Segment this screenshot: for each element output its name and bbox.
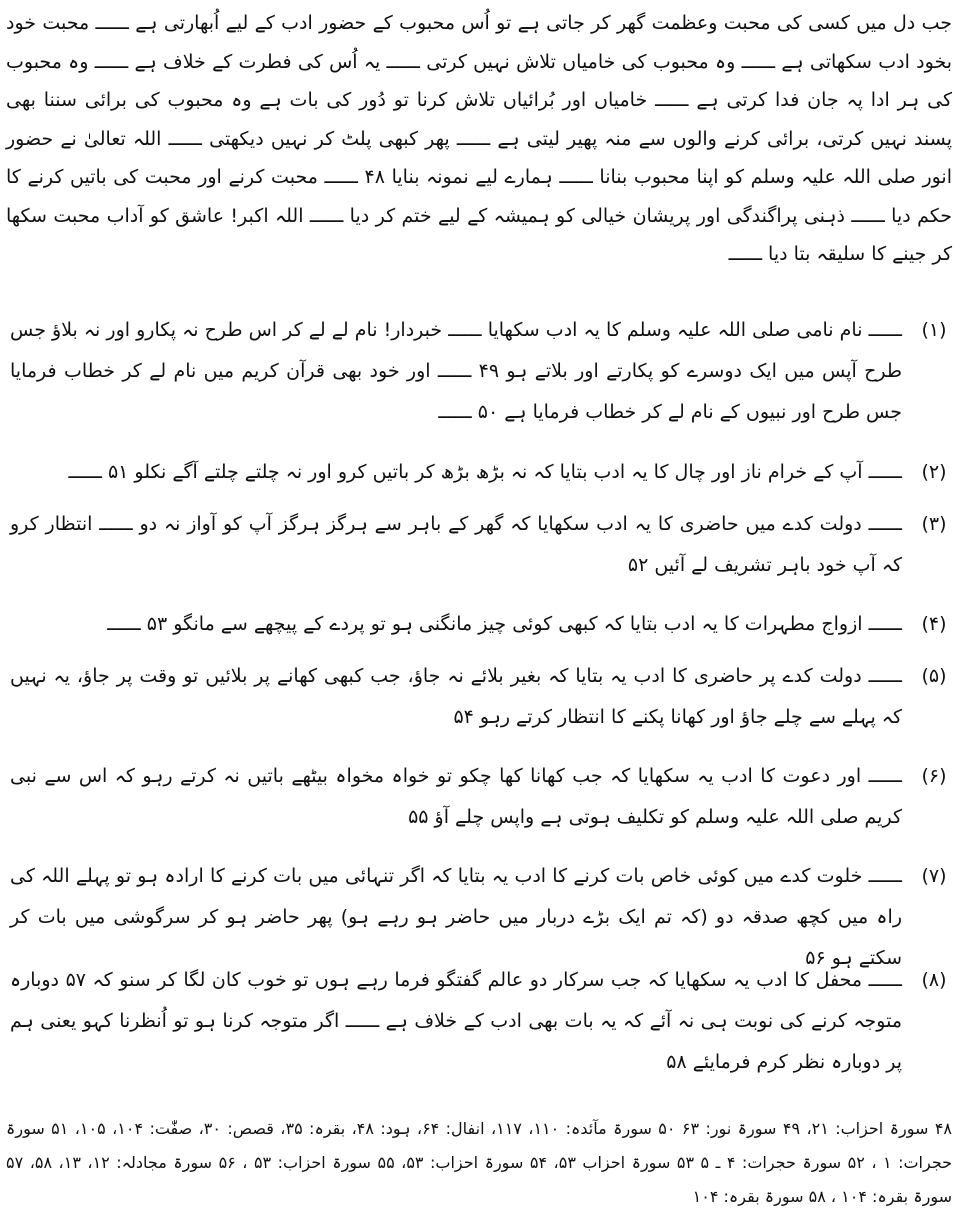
list-item — [10, 960, 954, 1083]
list-item — [10, 656, 954, 738]
item-text: ــــــ خلوت کدے میں کوئی خاص بات کرنے کا ادب یہ بتایا کہ اگر تنہائی میں بات کرنے کا ارادہ ہو تو پہلے اللہ کی راہ میں کچھ صدقہ دو (کہ تم ایک بڑے دربار میں حاضر ہو رہے ہو) پھر حاضر ہو کر سرگوشی میں بات کر سکتے ہو ۵۶ — [10, 865, 902, 969]
intro-paragraph: جب دل میں کسی کی محبت وعظمت گھر کر جاتی ہے تو اُس محبوب کے حضور ادب کے لیے اُبھارتی ہے ــــــ محبت خود بخود ادب سکھاتی ہے ــــــ وہ محبوب کی خامیاں تلاش نہیں کرتی ــــــ یہ اُس کی فطرت کے خلاف ہے ــــــ وہ محبوب کی ہر ادا پہ جان فدا کرتی ہے ــــــ خامیاں اور بُرائیاں تلاش کرنا تو دُور کی بات ہے وہ محبوب کی برائی سننا بھی پسند نہیں کرتی، برائی کرنے والوں سے منہ پھیر لیتی ہے ــــــ پھر کبھی پلٹ کر نہیں دیکھتی ــــــ اللہ تعالیٰ نے حضور انور صلی اللہ علیہ وسلم کو اپنا محبوب بنانا ــــــ ہمارے لیے نمونہ بنایا ۴۸ ــــــ محبت کرنے اور محبت کی باتیں کرنے کا حکم دیا ــــــ ذہنی پراگندگی اور پریشان خیالی کو ہمیشہ کے لیے ختم کر دیا ــــــ اللہ اکبر! عاشق کو آداب محبت سکھا کر جینے کا سلیقہ بتا دیا ــــــ — [6, 12, 952, 265]
item-number: (۲) — [921, 461, 947, 483]
list-item — [10, 604, 954, 645]
item-number: (۴) — [921, 613, 947, 635]
item-text: ــــــ دولت کدے میں حاضری کا یہ ادب سکھایا کہ گھر کے باہر سے ہرگز ہرگز آپ کو آواز نہ دو ــــــ انتظار کرو کہ آپ خود باہر تشریف لے آئیں ۵۲ — [10, 513, 902, 576]
list-item — [10, 310, 954, 433]
item-number: (۶) — [921, 765, 947, 787]
item-text: ــــــ محفل کا ادب یہ سکھایا کہ جب سرکار دو عالم گفتگو فرما رہے ہوں تو خوب کان لگا کر سنو کہ ۵۷ دوبارہ متوجہ کرنے کی نوبت ہی نہ آئے کہ یہ بات بھی ادب کے خلاف ہے ــــــ اگر متوجہ کرنا ہو تو اُنظرنا کہو یعنی ہم پر دوبارہ نظر کرم فرمایئے ۵۸ — [10, 969, 902, 1073]
item-number: (۸) — [921, 969, 947, 991]
item-number: (۷) — [921, 865, 947, 887]
list-item — [10, 504, 954, 586]
list-item — [10, 756, 954, 838]
list-item — [10, 452, 954, 493]
item-number: (۳) — [921, 513, 947, 535]
item-text: ــــــ دولت کدے پر حاضری کا ادب یہ بتایا کہ بغیر بلائے نہ جاؤ، جب کبھی کھانے پر بلائیں تو وقت پر جاؤ، یہ نہیں کہ پہلے سے چلے جاؤ اور کھانا پکنے کا انتظار کرتے رہو ۵۴ — [10, 665, 902, 728]
footnotes: ۴۸ سورۃ احزاب: ۲۱، ۴۹ سورۃ نور: ۶۳ ۵۰ سورۃ مآئدہ: ۱۱۰، ۱۱۷، انفال: ۶۴، ہود: ۴۸، بقرہ: ۳۵، قصص: ۳۰، صفّٰت: ۱۰۴، ۱۰۵، ۵۱ سورۃ حجرات: ۱ ، ۵۲ سورۃ حجرات: ۴ ـ ۵ ۵۳ سورۃ احزاب ۵۳، ۵۴ سورۃ احزاب: ۵۳، ۵۵ سورۃ احزاب: ۵۳ ، ۵۶ سورۃ مجادلہ: ۱۲، ۱۳، ۵۸، ۵۷ سورۃ بقرہ: ۱۰۴ ، ۵۸ سورۃ بقرہ: ۱۰۴ — [6, 1119, 953, 1206]
item-number: (۱) — [921, 319, 947, 341]
item-text: ــــــ نام نامی صلی اللہ علیہ وسلم کا یہ ادب سکھایا ــــــ خبردار! نام لے لے کر اس طرح نہ پکارو اور نہ بلاؤ جس طرح آپس میں ایک دوسرے کو پکارتے اور بلاتے ہو ۴۹ ــــــ اور خود بھی قرآن کریم میں نام لے کر خطاب فرمایا جس طرح اور نبیوں کے نام لے کر خطاب فرمایا ہے ۵۰ ــــــ — [10, 319, 902, 423]
item-text: ــــــ آپ کے خرام ناز اور چال کا یہ ادب بتایا کہ نہ بڑھ بڑھ کر باتیں کرو اور نہ چلتے چلتے آگے نکلو ۵۱ ــــــ — [68, 461, 902, 483]
item-number: (۵) — [921, 665, 947, 687]
item-text: ــــــ اور دعوت کا ادب یہ سکھایا کہ جب کھانا کھا چکو تو خواہ مخواہ بیٹھے باتیں نہ کرتے رہو کہ اس سے نبی کریم صلی اللہ علیہ وسلم کو تکلیف ہوتی ہے واپس چلے آؤ ۵۵ — [10, 765, 902, 828]
item-text: ــــــ ازواج مطہرات کا یہ ادب بتایا کہ کبھی کوئی چیز مانگنی ہو تو پردے کے پیچھے سے مانگو ۵۳ ــــــ — [107, 613, 902, 635]
